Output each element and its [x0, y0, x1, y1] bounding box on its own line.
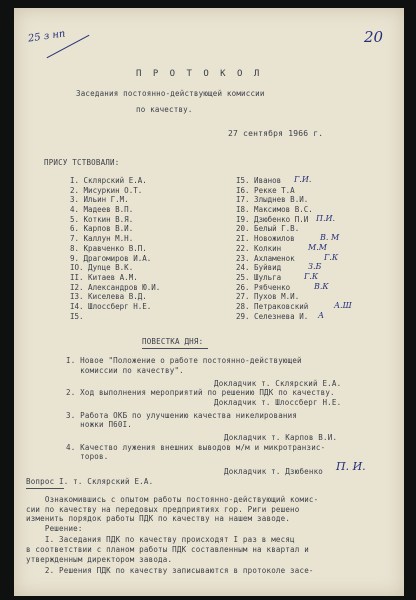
attendee-signature: Г.К [324, 252, 339, 262]
attendee-name: 2I. Новожилов [236, 234, 295, 244]
question-text-line: сии по качеству на передовых предприятиях гор. Риги решено [26, 505, 300, 514]
attendee: I5. [70, 311, 84, 321]
attendee: 6. Карпов В.И. [70, 224, 134, 234]
attendee-name: 23. Ахламенок [236, 253, 295, 263]
handwritten-page-number: 20 [364, 28, 384, 46]
attendee-signature: Г.К [304, 271, 319, 281]
attendee: I3. Киселева В.Д. [70, 292, 147, 302]
question-label-underline [26, 488, 64, 489]
attendee-signature: В. М [320, 233, 340, 243]
attendee-signature: А [318, 310, 325, 320]
question-text-line: 2. Решения ПДК по качеству записываются в протоколе засе- [26, 566, 314, 575]
attendee-name: I9. Дзюбенко П.И [236, 214, 309, 224]
attendee: 9. Драгомиров И.А. [70, 253, 152, 263]
agenda-item-4-reporter: Докладчик т. Дзюбенко [224, 467, 324, 476]
attendee: I2. Александров Ю.И. [70, 282, 161, 292]
attendee-name: I6. Рекке Т.А [236, 185, 295, 195]
attendee-name: I8. Максимов В.С. [236, 205, 313, 215]
attendee: IO. Дуnце В.К. [70, 263, 134, 273]
attendee-name: 28. Петраковский [236, 301, 309, 311]
attendee-signature: В.К [314, 281, 329, 291]
agenda-item-3-reporter: Докладчик т. Карпов В.И. [224, 433, 338, 442]
attendee [236, 310, 325, 323]
attendee-name: I7. Злыднев В.И. [236, 195, 309, 205]
document-title: П Р О Т О К О Л [136, 69, 263, 79]
attendee-signature: Г.И. [294, 175, 312, 184]
agenda-item-3: 3. Работа ОКБ по улучшению качества никелирования [66, 411, 298, 420]
attendee-name: 22. Колкин [236, 243, 282, 253]
attendee: 3. Ильин Г.М. [70, 195, 129, 205]
question-text-line: утвержденным директором завода. [26, 555, 173, 564]
document-page [14, 8, 404, 596]
title-line-2: по качеству. [136, 105, 193, 114]
agenda-heading-underline [142, 348, 208, 349]
attendee: 8. Кравченко В.П. [70, 243, 147, 253]
attendee: 7. Каллун М.Н. [70, 234, 134, 244]
question-text-line: Решение: [26, 524, 83, 533]
attendee: 2. Мисуркин О.Т. [70, 185, 143, 195]
attendee: I4. Шлоссберг Н.Е. [70, 301, 152, 311]
attendee-name: 27. Пухов М.И. [236, 292, 300, 302]
attendee-signature: М.М [308, 242, 327, 252]
title-line-1: Заседания постоянно-действующей комиссии [76, 89, 265, 98]
attendee-signature: З.Б [308, 262, 322, 272]
agenda-item-3-cont: ножки П60I. [66, 420, 133, 429]
attendee-name: 26. Рябченко [236, 282, 291, 292]
question-label: Вопрос I. т. Склярский Е.А. [26, 477, 154, 486]
agenda-item-4-cont: торов. [66, 452, 109, 461]
attendee: II. Китаев А.М. [70, 272, 138, 282]
attendee-signature: А.Ш [334, 300, 352, 310]
agenda-heading: ПОВЕСТКА ДНЯ: [142, 337, 204, 346]
document-date: 27 сентября 1966 г. [228, 129, 324, 138]
attendee: 5. Коткин В.Я. [70, 214, 134, 224]
attendees-left-column [70, 177, 160, 322]
agenda-item-2-reporter: Докладчик т. Шлоссберг Н.Е. [214, 398, 342, 407]
attendee-name: 29. Селезнева И. [236, 311, 309, 321]
question-text-line: I. Заседания ПДК по качеству происходят I раз в месяц [26, 535, 295, 544]
question-text-line: Ознакомившись с опытом работы постоянно-действующий комис- [26, 495, 319, 504]
agenda-item-1-cont: комиссии по качеству". [66, 366, 184, 375]
agenda-item-4: 4. Качество лужения внешних выводов м/м и микротранзис- [66, 443, 326, 452]
attendee-name: 25. Шульга [236, 272, 282, 282]
attendee: I. Склярский Е.А. [70, 176, 147, 185]
attendee-name: 24. Буйвид [236, 263, 282, 273]
question-text-line: изменить порядок работы ПДК по качеству на нашем заводе. [26, 514, 291, 523]
attendees-right-column [236, 175, 352, 322]
attendee: 4. Мадеев В.П. [70, 205, 134, 215]
agenda-item-4-signature: П. И. [336, 460, 366, 473]
attendee-name: I5. Иванов [236, 176, 282, 185]
agenda-item-1-reporter: Докладчик т. Склярский Е.А. [214, 379, 342, 388]
attendee-signature: П.И. [316, 213, 336, 223]
agenda-item-1: I. Новое "Положение о работе постоянно-действующей [66, 356, 302, 365]
attendee-name: 20. Белый Г.В. [236, 224, 300, 234]
attendees-heading: ПРИСУ ТСТВОВАЛИ: [44, 158, 120, 167]
agenda-item-2: 2. Ход выполнения мероприятий по решению ПДК по качеству. [66, 388, 335, 397]
question-text-line: в соответствии с планом работы ПДК составленным на квартал и [26, 545, 309, 554]
handwritten-corner-note: 25 з нп [27, 28, 67, 45]
